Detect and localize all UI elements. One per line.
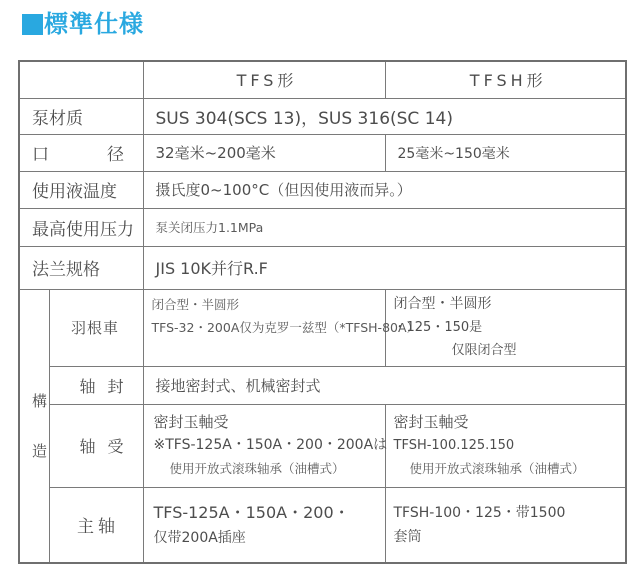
main-shaft-tfsh-line-1: TFSH-100・125・带1500 — [393, 504, 566, 521]
row-bearing — [19, 404, 626, 487]
construction-group-char-1: 構 — [32, 391, 48, 410]
main-shaft-tfs-line-2: 仅带200A插座 — [153, 529, 246, 546]
value-bore-tfs: 32毫米~200毫米 — [143, 134, 385, 171]
bearing-tfs-line-1: 密封玉軸受 — [153, 413, 229, 431]
bore-label-char-right: 径 — [107, 145, 124, 165]
row-max-pressure — [19, 208, 626, 246]
value-impeller-tfsh — [385, 289, 626, 366]
row-label-bore — [19, 134, 143, 171]
bearing-tfsh-line-3: 使用开放式滚珠轴承（油槽式） — [409, 461, 585, 476]
table-header-row — [19, 61, 626, 98]
blue-square-icon — [22, 14, 43, 35]
row-pump-material — [19, 98, 626, 134]
impeller-tfsh-line-3: 仅限闭合型 — [451, 343, 517, 358]
bearing-tfsh-line-1: 密封玉軸受 — [393, 413, 469, 431]
main-shaft-tfs-line-1: TFS-125A・150A・200・ — [153, 502, 350, 522]
page-title-section — [22, 10, 144, 38]
row-liquid-temp — [19, 171, 626, 208]
value-shaft-seal: 接地密封式、机械密封式 — [143, 366, 626, 404]
row-label-liquid-temp: 使用液温度 — [19, 171, 143, 208]
bearing-tfs-line-2: ※TFS-125A・150A・200・200Aは — [153, 437, 388, 453]
row-label-shaft-seal: 轴封 — [49, 366, 143, 404]
row-main-shaft — [19, 487, 626, 563]
header-empty-cell — [19, 61, 143, 98]
construction-group-label — [19, 289, 49, 563]
row-label-impeller: 羽根車 — [49, 289, 143, 366]
row-shaft-seal — [19, 366, 626, 404]
main-shaft-tfsh-line-2: 套筒 — [393, 528, 422, 545]
bore-label-char-left: 口 — [32, 145, 49, 165]
row-label-pump-material: 泵材质 — [19, 98, 143, 134]
row-label-flange: 法兰规格 — [19, 246, 143, 289]
impeller-tfs-line-2: TFS-32・200A仅为克罗一兹型（*TFSH-80A） — [151, 320, 420, 335]
column-header-tfs: TFS形 — [143, 61, 385, 98]
value-pump-material: SUS 304(SCS 13)，SUS 316(SC 14) — [143, 98, 626, 134]
row-label-max-pressure: 最高使用压力 — [19, 208, 143, 246]
value-bearing-tfsh — [385, 404, 626, 487]
construction-group-char-2: 造 — [32, 441, 48, 460]
bearing-tfsh-line-2: TFSH-100.125.150 — [393, 438, 515, 453]
value-flange: JIS 10K并行R.F — [143, 246, 626, 289]
spec-table — [18, 60, 627, 564]
value-liquid-temp: 摄氏度0~100°C（但因使用液而异。） — [143, 171, 626, 208]
impeller-tfs-line-1: 闭合型・半圆形 — [151, 297, 240, 312]
impeller-tfsh-line-2: ・125・150是 — [393, 320, 483, 335]
value-main-shaft-tfsh — [385, 487, 626, 563]
row-label-main-shaft: 主轴 — [49, 487, 143, 563]
value-bore-tfsh: 25毫米~150毫米 — [385, 134, 626, 171]
row-impeller — [19, 289, 626, 366]
row-bore — [19, 134, 626, 171]
row-flange — [19, 246, 626, 289]
page-title: 標準仕様 — [44, 10, 144, 38]
column-header-tfsh: TFSH形 — [385, 61, 626, 98]
value-impeller-tfs — [143, 289, 420, 366]
value-max-pressure: 泵关闭压力1.1MPa — [143, 208, 626, 246]
impeller-tfsh-line-1: 闭合型・半圆形 — [393, 296, 492, 312]
value-main-shaft-tfs — [143, 487, 385, 563]
bearing-tfs-line-3: 使用开放式滚珠轴承（油槽式） — [169, 461, 345, 476]
row-label-bearing: 轴受 — [49, 404, 143, 487]
value-bearing-tfs — [143, 404, 388, 487]
